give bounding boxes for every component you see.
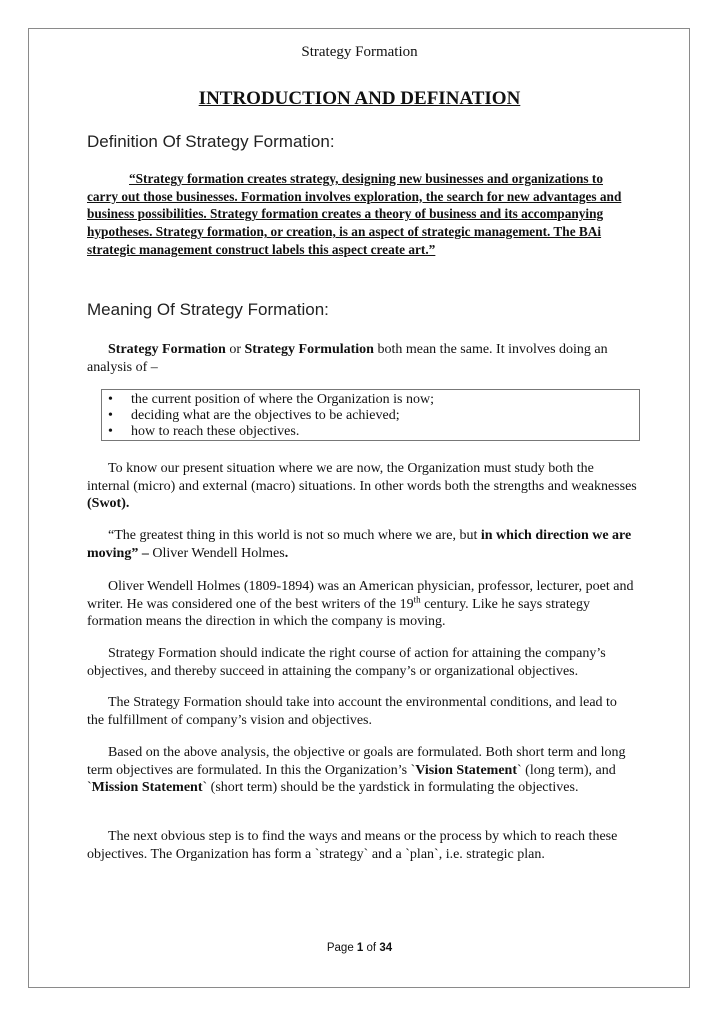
definition-heading: Definition Of Strategy Formation: (87, 132, 335, 151)
paragraph-objectives: Based on the above analysis, the objective or goals are formulated. Both short term and long term objectives are formulated. In this the Organization’s `Vision Statement` (long term), and `Mission Statement` (short term) should be the yardstick in formulating the objectives. (87, 745, 626, 796)
running-header: Strategy Formation (301, 44, 418, 60)
page-title: INTRODUCTION AND DEFINATION (198, 88, 521, 109)
bold-term: Mission Statement (91, 780, 203, 796)
meaning-intro-paragraph: Strategy Formation or Strategy Formulation both mean the same. It involves doing an analysis of – (87, 342, 608, 375)
list-item: • the current position of where the Organization is now; (108, 392, 434, 407)
bold-term: Vision Statement (415, 762, 518, 778)
meaning-heading: Meaning Of Strategy Formation: (87, 300, 329, 319)
bullet-icon: • (108, 408, 113, 424)
paragraph-environment: The Strategy Formation should take into account the environmental conditions, and lead to the fulfillment of company’s vision and objectives. (87, 695, 617, 728)
paragraph-next-step: The next obvious step is to find the ways and means or the process by which to reach these objectives. The Organization has form a `strategy` and a `plan`, i.e. strategic plan. (87, 829, 618, 862)
paragraph-holmes-quote: “The greatest thing in this world is not so much where we are, but in which direction we are moving” – Oliver Wendell Holmes. (87, 528, 632, 561)
paragraph-situation: To know our present situation where we are now, the Organization must study both the internal (micro) and external (macro) situations. In other words both the strengths and weaknesses (Swot). (87, 461, 637, 512)
bold-term: Strategy Formation (108, 342, 226, 357)
definition-quote: “Strategy formation creates strategy, designing new businesses and organizations to carry out those businesses. Formation involves exploration, the search for new advantages and business possibilities. Strategy formation creates a theory of business and its accompanying hypotheses. Strategy formation, or creation, is an aspect of strategic management. The BAi strategic management construct labels this aspect create art.” (87, 171, 622, 257)
paragraph-holmes-bio: Oliver Wendell Holmes (1809-1894) was an American physician, professor, lecturer, poet and writer. He was considered one of the best writers of the 19th century. Like he says strategy formation means the direction in which the company is moving. (87, 579, 634, 630)
bold-term: Strategy Formulation (244, 342, 374, 357)
analysis-bullet-list (101, 389, 640, 441)
page-number-footer: Page 1 of 34 (326, 942, 393, 954)
bullet-icon: • (108, 392, 113, 407)
bullet-icon: • (108, 424, 113, 440)
list-item: • deciding what are the objectives to be achieved; (108, 408, 400, 424)
paragraph-course-of-action: Strategy Formation should indicate the right course of action for attaining the company’s objectives, and thereby succeed in attaining the company’s or organizational objectives. (87, 646, 606, 679)
list-item: • how to reach these objectives. (108, 424, 300, 440)
